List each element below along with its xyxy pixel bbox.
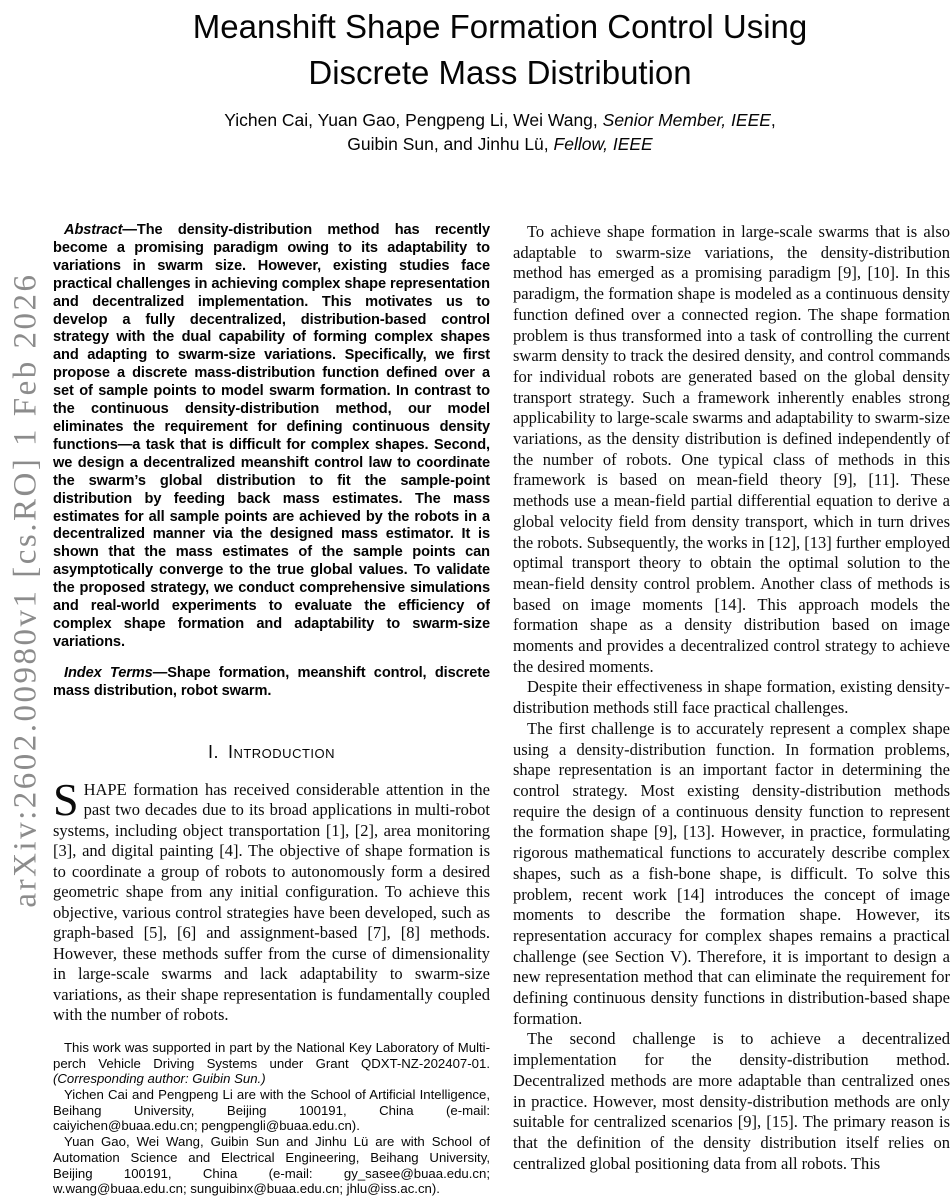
footnote-funding bbox=[53, 1040, 490, 1087]
paper-header bbox=[50, 0, 950, 156]
section-title: Introduction bbox=[227, 741, 336, 762]
authors-rank-2: Fellow, IEEE bbox=[553, 134, 653, 154]
section-heading-introduction bbox=[53, 742, 490, 763]
left-column bbox=[53, 222, 490, 1200]
authors-names-2: Guibin Sun, and Jinhu Lü, bbox=[347, 134, 554, 154]
author-list bbox=[50, 108, 950, 156]
intro-lead-caps: HAPE bbox=[83, 779, 127, 799]
introduction-paragraph bbox=[53, 773, 490, 1026]
authors-line-1-suffix: , bbox=[770, 110, 776, 130]
footnote-corresponding-author: (Corresponding author: Guibin Sun.) bbox=[53, 1071, 266, 1087]
footnote-affiliation-2: Yuan Gao, Wei Wang, Guibin Sun and Jinhu Lü are with School of Automation Science and Electrical Engineering, Beihang University, Beijing 100191, China (e-mail: gy_sasee@buaa.edu.cn; w.wang@buaa.edu.cn; sunguibinx@buaa.edu.cn; jhlu@iss.ac.cn). bbox=[53, 1134, 490, 1197]
intro-text: formation has received considerable attention in the past two decades due to its broad applications in multi-robot systems, including object transportation [1], [2], area monitoring [3], and digital painting [4]. The objective of shape formation is to coordinate a group of robots to autonomously form a desired geometric shape from any initial configuration. To achieve this objective, various control strategies have been developed, such as graph-based [5], [6] and assignment-based [7], [8] methods. However, these methods suffer from the curse of dimensionality in large-scale swarms and lack adaptability to swarm-size variations, as their shape representation is fundamentally coupled with the number of robots. bbox=[53, 779, 490, 1025]
right-column bbox=[513, 222, 950, 1200]
abstract-text: —The density-distribution method has recently become a promising paradigm owing to its adaptability to variations in swarm size. However, existing studies face practical challenges in achieving complex shape representation and decentralized implementation. This motivates us to develop a fully decentralized, distribution-based control strategy with the dual capability of forming complex shapes and adapting to swarm-size variations. Specifically, we first propose a discrete mass-distribution function defined over a set of sample points to model swarm formation. In contrast to the continuous density-distribution method, our model eliminates the requirement for defining continuous density functions—a task that is difficult for complex shapes. Second, we design a decentralized meanshift control law to coordinate the swarm’s global distribution to fit the sample-point distribution by feeding back mass estimates. The mass estimates for all sample points are achieved by the robots in a decentralized manner via the designed mass estimator. It is shown that the mass estimates of the sample points can asymptotically converge to the true global values. To validate the proposed strategy, we conduct comprehensive simulations and real-world experiments to evaluate the efficiency of complex shape formation and adaptability to swarm-size variations. bbox=[53, 222, 490, 650]
index-terms-text: —Shape formation, meanshift control, discrete mass distribution, robot swarm. bbox=[53, 664, 490, 699]
index-terms bbox=[53, 665, 490, 701]
authors-names-1: Yichen Cai, Yuan Gao, Pengpeng Li, Wei Wang, bbox=[224, 110, 603, 130]
body-paragraph-2: Despite their effectiveness in shape formation, existing density-distribution methods still face practical challenges. bbox=[513, 677, 950, 718]
section-number: I. bbox=[207, 741, 219, 762]
body-paragraph-3: The first challenge is to accurately represent a complex shape using a density-distribution function. In formation problems, shape representation is an important factor in determining the control strategy. Most existing density-distribution methods require the design of a continuous density function to represent the formation shape [9], [13]. However, in practice, formulating rigorous mathematical functions to accurately describe complex shapes, such as a fish-bone shape, is difficult. To solve this problem, recent work [14] introduces the concept of image moments to describe the formation shape. However, its representation accuracy for complex shapes remains a practical challenge (see Section V). Therefore, it is important to design a new representation method that can eliminate the requirement for defining continuous density functions in distribution-based shape formation. bbox=[513, 718, 950, 1028]
paper-title bbox=[50, 0, 950, 96]
authors-line-1 bbox=[50, 108, 950, 132]
footnote-affiliation-1: Yichen Cai and Pengpeng Li are with the School of Artificial Intelligence, Beihang University, Beijing 100191, China (e-mail: caiyichen@buaa.edu.cn; pengpengli@buaa.edu.cn). bbox=[53, 1087, 490, 1134]
abstract bbox=[53, 222, 490, 652]
authors-line-2 bbox=[50, 132, 950, 156]
body-paragraph-1: To achieve shape formation in large-scale swarms that is also adaptable to swarm-size variations, the density-distribution method has emerged as a promising paradigm [9], [10]. In this paradigm, the formation shape is modeled as a continuous density function defined over a connected region. The shape formation problem is thus transformed into a task of controlling the current swarm density to track the desired density, and control commands for individual robots are generated based on the global density transport strategy. Such a framework inherently enables strong applicability to large-scale swarms and adaptability to swarm-size variations, as the density distribution is defined independently of the number of robots. One typical class of methods in this framework is based on mean-field theory [9], [11]. These methods use a mean-field partial differential equation to derive a global velocity field from density transport, which in turn drives the robots. Subsequently, the works in [12], [13] further employed optimal transport theory to obtain the optimal solution to the mean-field density control problem. Another class of methods is based on image moments [14]. This approach models the formation shape as a density distribution based on image moments and provides a decentralized control strategy to achieve the desired moments. bbox=[513, 222, 950, 676]
footnotes bbox=[53, 1040, 490, 1197]
authors-rank-1: Senior Member, IEEE bbox=[602, 110, 771, 130]
footnote-funding-text: This work was supported in part by the National Key Laboratory of Multi-perch Vehicle Driving Systems under Grant QDXT-NZ-202407-01. bbox=[53, 1039, 490, 1071]
paper-title-line-2: Discrete Mass Distribution bbox=[308, 54, 692, 91]
arxiv-watermark: arXiv:2602.00980v1 [cs.RO] 1 Feb 2026 bbox=[7, 272, 44, 908]
body-paragraph-4: The second challenge is to achieve a decentralized implementation for the density-distribution method. Decentralized methods are more adaptable than centralized ones in practice. However, most density-distribution methods are only suitable for centralized scenarios [9], [15]. The primary reason is that the definition of the density distribution itself relies on centralized global positioning data from all robots. This bbox=[513, 1029, 950, 1173]
paper-title-line-1: Meanshift Shape Formation Control Using bbox=[192, 8, 808, 45]
index-terms-label: Index Terms bbox=[64, 664, 153, 681]
drop-cap: S bbox=[53, 773, 79, 825]
abstract-label: Abstract bbox=[64, 222, 123, 238]
